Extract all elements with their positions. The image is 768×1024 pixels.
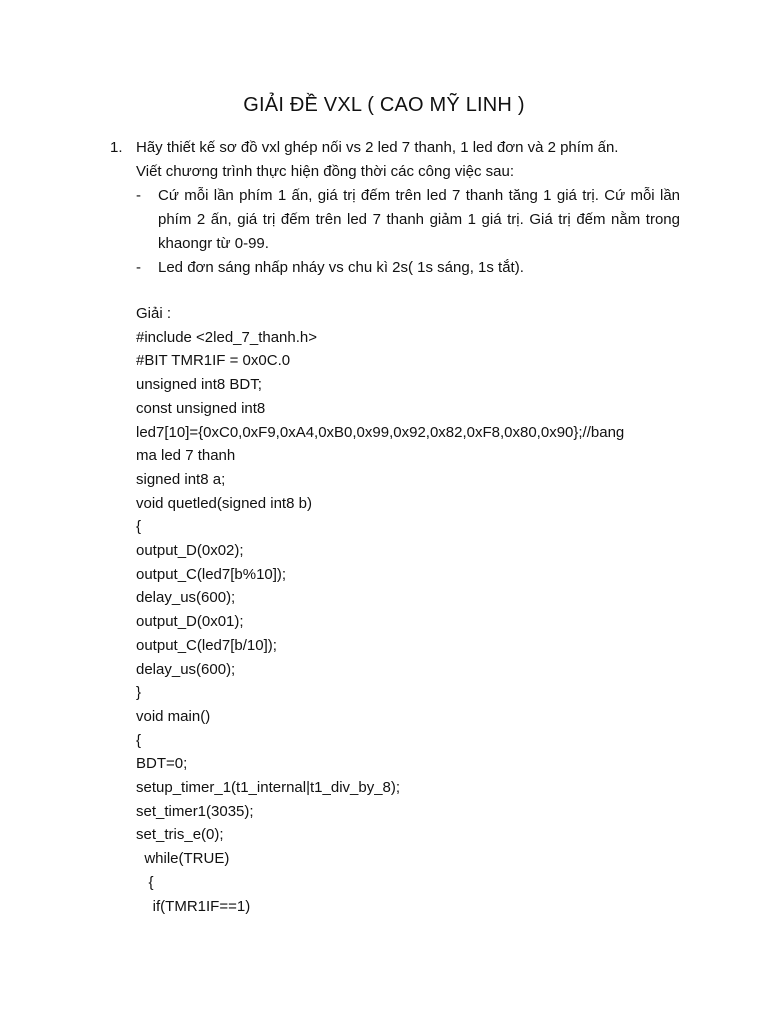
code-line: unsigned int8 BDT; [136, 376, 262, 394]
code-line: output_C(led7[b/10]); [136, 636, 277, 654]
question-1 [110, 136, 680, 280]
requirement-list [136, 184, 680, 280]
bullet-dash: - [136, 259, 141, 276]
code-line: } [136, 684, 142, 702]
code-line: void quetled(signed int8 b) [136, 494, 312, 512]
bullet-dash: - [136, 187, 141, 204]
requirement-item [136, 256, 680, 280]
code-line: { [136, 518, 142, 536]
code-line: delay_us(600); [136, 660, 236, 678]
requirement-text: Cứ mỗi lần phím 1 ấn, giá trị đếm trên led 7 thanh tăng 1 giá trị. Cứ mỗi lần phím 2 ấn, giá trị đếm trên led 7 thanh giảm 1 giá trị. Giá trị đếm nằm trong khaongr từ 0-99. [158, 187, 680, 252]
code-line: #BIT TMR1IF = 0x0C.0 [136, 352, 291, 370]
code-line: { [136, 731, 142, 749]
code-line: while(TRUE) [136, 850, 230, 868]
requirement-item [136, 184, 680, 256]
question-line: Viết chương trình thực hiện đồng thời các công việc sau: [136, 163, 515, 180]
code-line: output_C(led7[b%10]); [136, 565, 287, 583]
code-line: #include <2led_7_thanh.h> [136, 328, 317, 346]
solution-label: Giải : [136, 305, 172, 322]
question-line: Hãy thiết kế sơ đồ vxl ghép nối vs 2 led 7 thanh, 1 led đơn và 2 phím ấn. [136, 139, 619, 156]
code-line: led7[10]={0xC0,0xF9,0xA4,0xB0,0x99,0x92,0x82,0xF8,0x80,0x90};//bang [136, 423, 625, 441]
question-number: 1. [110, 139, 123, 156]
code-line: if(TMR1IF==1) [136, 897, 251, 915]
code-line: BDT=0; [136, 755, 188, 773]
code-line: signed int8 a; [136, 470, 226, 488]
code-line: void main() [136, 707, 211, 725]
solution-code-block [136, 302, 696, 918]
code-line: ma led 7 thanh [136, 447, 236, 465]
code-line: output_D(0x02); [136, 542, 244, 560]
code-line: const unsigned int8 [136, 399, 266, 417]
question-text [136, 136, 680, 184]
code-line: delay_us(600); [136, 589, 236, 607]
code-line: { [136, 873, 154, 891]
requirement-text: Led đơn sáng nhấp nháy vs chu kì 2s( 1s sáng, 1s tắt). [158, 259, 524, 276]
code-line: output_D(0x01); [136, 613, 244, 631]
code-line: set_tris_e(0); [136, 826, 224, 844]
code-line: set_timer1(3035); [136, 802, 254, 820]
code-line: setup_timer_1(t1_internal|t1_div_by_8); [136, 779, 401, 797]
document-title: GIẢI ĐỀ VXL ( CAO MỸ LINH ) [243, 94, 525, 116]
